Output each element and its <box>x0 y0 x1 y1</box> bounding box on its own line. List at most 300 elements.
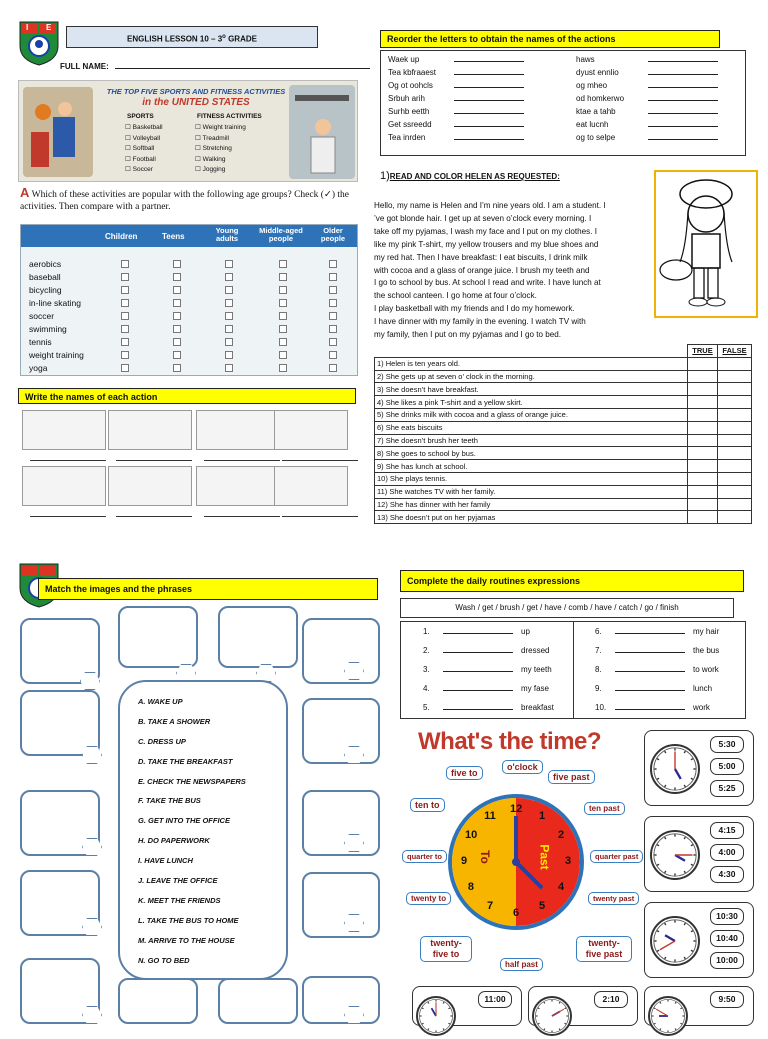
reorder-answer-line[interactable] <box>454 61 524 62</box>
table-row-label: baseball <box>29 272 61 282</box>
scrambled-word: Tea kbfraaest <box>388 68 437 77</box>
time-option[interactable]: 4:15 <box>710 822 744 839</box>
phrase-item: D. TAKE THE BREAKFAST <box>138 756 233 766</box>
age-checkbox[interactable] <box>173 260 181 268</box>
action-answer-line[interactable] <box>116 516 192 517</box>
match-image <box>302 872 380 938</box>
reorder-left-table <box>385 53 527 144</box>
label-twenty-to: twenty to <box>406 892 451 905</box>
statement: 9) She has lunch at school. <box>375 460 688 473</box>
lesson-title: ENGLISH LESSON 10 – 3 <box>127 34 223 44</box>
phrase-item: G. GET INTO THE OFFICE <box>138 816 230 826</box>
age-checkbox[interactable] <box>173 312 181 320</box>
reorder-answer-line[interactable] <box>454 139 524 140</box>
reorder-answer-line[interactable] <box>648 126 718 127</box>
routine-answer-line[interactable] <box>615 709 685 710</box>
true-cell[interactable] <box>688 498 718 511</box>
routine-word: my hair <box>693 627 720 636</box>
age-checkbox[interactable] <box>329 273 337 281</box>
helen-text-line: take off my pyjamas, I wash my face and I put on my clothes. I <box>374 226 597 236</box>
clock-number: 7 <box>486 900 494 913</box>
table-row <box>375 472 752 485</box>
time-option[interactable]: 5:30 <box>710 736 744 753</box>
reorder-answer-line[interactable] <box>454 74 524 75</box>
routine-answer-line[interactable] <box>615 652 685 653</box>
routine-answer-line[interactable] <box>443 690 513 691</box>
time-option[interactable]: 5:00 <box>710 758 744 775</box>
reorder-answer-line[interactable] <box>454 126 524 127</box>
list-item[interactable]: ☐ Softball <box>125 145 155 152</box>
true-cell[interactable] <box>688 511 718 524</box>
whats-the-time-title: What's the time? <box>418 728 602 755</box>
age-checkbox[interactable] <box>279 273 287 281</box>
false-cell[interactable] <box>718 421 752 434</box>
routine-word: dressed <box>521 646 550 655</box>
label-five-to: five to <box>446 766 483 780</box>
helen-text-line: I go to school by bus. At school I read and write. I have lunch at <box>374 278 601 288</box>
fitness-list <box>195 123 246 176</box>
list-item[interactable]: ☐ Walking <box>195 155 226 163</box>
action-answer-line[interactable] <box>116 460 192 461</box>
age-checkbox[interactable] <box>329 338 337 346</box>
scrambled-word: dyust ennlio <box>576 68 619 77</box>
action-image <box>108 410 192 450</box>
age-checkbox[interactable] <box>121 273 129 281</box>
routines-left <box>419 622 558 717</box>
helen-number: 1) <box>380 170 390 182</box>
practice-clock <box>650 916 700 966</box>
activity-text: Which of these activities are popular with the following age groups? Check (✓) the activities. Then compare with a partner. <box>20 190 350 212</box>
routine-number: 8. <box>595 665 602 674</box>
phrase-item: I. HAVE LUNCH <box>138 856 193 866</box>
age-checkbox[interactable] <box>173 286 181 294</box>
age-checkbox[interactable] <box>279 364 287 372</box>
label-half-past: half past <box>500 958 543 971</box>
table-row <box>375 357 752 370</box>
match-image <box>302 618 380 684</box>
helen-text-line: ’ve got blonde hair. I get up at seven o’clock every morning. I <box>374 213 592 223</box>
time-option[interactable]: 5:25 <box>710 780 744 797</box>
action-answer-line[interactable] <box>204 460 280 461</box>
routine-number: 10. <box>595 703 607 712</box>
action-image <box>22 466 106 506</box>
match-image <box>118 978 198 1024</box>
match-title-box <box>38 578 378 600</box>
table-row <box>375 408 752 421</box>
action-answer-line[interactable] <box>30 460 106 461</box>
routine-answer-line[interactable] <box>615 633 685 634</box>
activity-a-instructions <box>20 187 360 213</box>
age-checkbox[interactable] <box>225 312 233 320</box>
word-bank <box>400 598 734 618</box>
false-cell[interactable] <box>718 447 752 460</box>
label-twentyfive-past: twenty-five past <box>576 936 632 962</box>
routines-title-box <box>400 570 744 592</box>
table-row-label: tennis <box>29 337 52 347</box>
age-checkbox[interactable] <box>279 260 287 268</box>
table-row-label: bicycling <box>29 285 62 295</box>
age-checkbox[interactable] <box>225 364 233 372</box>
clock-number: 12 <box>510 803 523 815</box>
statement: 1) Helen is ten years old. <box>375 357 688 370</box>
statement: 10) She plays tennis. <box>375 472 688 485</box>
practice-clock <box>650 830 700 880</box>
table-row <box>375 485 752 498</box>
routine-answer-line[interactable] <box>443 671 513 672</box>
fitness-col-title: FITNESS ACTIVITIES <box>197 113 262 120</box>
reorder-right-table <box>573 53 721 144</box>
age-checkbox[interactable] <box>121 299 129 307</box>
write-names-title: Write the names of each action <box>25 392 158 402</box>
helen-heading <box>380 170 560 182</box>
age-group-table <box>20 224 358 376</box>
age-checkbox[interactable] <box>225 260 233 268</box>
helen-title: READ AND COLOR HELEN AS REQUESTED: <box>389 172 560 181</box>
routines-title: Complete the daily routines expressions <box>407 576 581 586</box>
age-checkbox[interactable] <box>225 286 233 294</box>
reorder-answer-line[interactable] <box>648 87 718 88</box>
time-option[interactable]: 11:00 <box>478 991 512 1008</box>
school-logo <box>18 20 60 66</box>
clock-number: 4 <box>557 881 565 893</box>
false-cell[interactable] <box>718 460 752 473</box>
statement: 12) She has dinner with her family <box>375 498 688 511</box>
routine-word: up <box>521 627 530 636</box>
phrase-item: C. DRESS UP <box>138 736 186 746</box>
time-option[interactable]: 10:00 <box>710 952 744 969</box>
action-answer-line[interactable] <box>282 460 358 461</box>
age-checkbox[interactable] <box>173 364 181 372</box>
list-item[interactable]: ☐ Stretching <box>195 145 232 152</box>
routines-right <box>591 622 723 717</box>
false-cell[interactable] <box>718 485 752 498</box>
routine-number: 2. <box>423 646 430 655</box>
routine-answer-line[interactable] <box>443 709 513 710</box>
true-cell[interactable] <box>688 447 718 460</box>
write-names-title-box <box>18 388 356 404</box>
time-option[interactable]: 10:30 <box>710 908 744 925</box>
header-teens: Teens <box>162 232 185 241</box>
age-checkbox[interactable] <box>121 325 129 333</box>
helen-text-line: Hello, my name is Helen and I’m nine years old. I am a student. I <box>374 201 606 210</box>
routine-word: to work <box>693 665 719 674</box>
age-checkbox[interactable] <box>329 260 337 268</box>
time-option[interactable]: 10:40 <box>710 930 744 947</box>
age-checkbox[interactable] <box>329 364 337 372</box>
true-cell[interactable] <box>688 408 718 421</box>
true-cell[interactable] <box>688 396 718 409</box>
statement: 5) She drinks milk with cocoa and a glass of orange juice. <box>375 408 688 421</box>
action-answer-line[interactable] <box>282 516 358 517</box>
age-checkbox[interactable] <box>279 325 287 333</box>
helen-text-line: my family, then I put on my pyjamas and I go to bed. <box>374 330 561 340</box>
action-answer-line[interactable] <box>204 516 280 517</box>
clock-number: 11 <box>484 809 496 822</box>
statement: 8) She goes to school by bus. <box>375 447 688 460</box>
false-cell[interactable] <box>718 511 752 524</box>
word-bank-text: Wash / get / brush / get / have / comb / have / catch / go / finish <box>455 603 679 612</box>
true-cell[interactable] <box>688 370 718 383</box>
routine-word: breakfast <box>521 703 554 712</box>
table-row <box>375 396 752 409</box>
routine-answer-line[interactable] <box>615 671 685 672</box>
false-cell[interactable] <box>718 408 752 421</box>
scrambled-word: og mheo <box>576 81 608 90</box>
label-twentyfive-to: twenty-five to <box>420 936 472 962</box>
routine-word: lunch <box>693 684 713 693</box>
reorder-answer-line[interactable] <box>454 87 524 88</box>
age-checkbox[interactable] <box>225 273 233 281</box>
header-young-adults: Young adults <box>215 226 239 243</box>
reorder-answer-line[interactable] <box>648 74 718 75</box>
sports-subheading: in the UNITED STATES <box>142 97 250 108</box>
phrase-item: F. TAKE THE BUS <box>138 796 201 806</box>
phrase-item: H. DO PAPERWORK <box>138 836 210 846</box>
reorder-box <box>380 50 746 156</box>
lesson-title-box: ENGLISH LESSON 10 – 3$^o$ GRADE <box>66 26 318 48</box>
action-image <box>274 410 348 450</box>
label-five-past: five past <box>548 770 595 784</box>
age-checkbox[interactable] <box>173 299 181 307</box>
routine-word: my fase <box>521 684 550 693</box>
routine-number: 5. <box>423 703 430 712</box>
table-row <box>375 434 752 447</box>
reorder-answer-line[interactable] <box>454 100 524 101</box>
phrase-item: B. TAKE A SHOWER <box>138 716 211 726</box>
routine-number: 4. <box>423 684 430 693</box>
sports-heading: THE TOP FIVE SPORTS AND FITNESS ACTIVITIES <box>106 87 286 96</box>
full-name-label: FULL NAME: <box>60 62 109 71</box>
age-checkbox[interactable] <box>173 338 181 346</box>
scrambled-word: Tea inrden <box>388 133 426 142</box>
true-header: TRUE <box>688 345 718 358</box>
scrambled-word: Get ssreedd <box>388 120 432 129</box>
scrambled-word: haws <box>576 55 595 64</box>
phrase-item: E. CHECK THE NEWSPAPERS <box>138 776 246 786</box>
basketball-photo <box>23 87 93 177</box>
table-row-label: in-line skating <box>29 298 81 308</box>
table-row <box>375 511 752 524</box>
age-checkbox[interactable] <box>121 338 129 346</box>
action-image <box>196 410 280 450</box>
helen-picture-frame[interactable] <box>654 170 758 318</box>
scrambled-word: od homkerwo <box>576 94 625 103</box>
time-option[interactable]: 2:10 <box>594 991 628 1008</box>
age-checkbox[interactable] <box>225 338 233 346</box>
true-cell[interactable] <box>688 383 718 396</box>
clock-number: 6 <box>512 907 520 919</box>
reorder-answer-line[interactable] <box>648 139 718 140</box>
match-image <box>218 606 298 668</box>
age-checkbox[interactable] <box>279 312 287 320</box>
helen-text-line: like my pink T-shirt, my yellow trousers and my blue shoes and <box>374 239 599 249</box>
age-checkbox[interactable] <box>329 299 337 307</box>
helen-text-line: my red hat. Then I have breakfast: I eat biscuits, I drink milk <box>374 252 588 262</box>
gym-photo <box>289 85 355 179</box>
age-checkbox[interactable] <box>279 351 287 359</box>
statement: 2) She gets up at seven o’ clock in the morning. <box>375 370 688 383</box>
phrase-item: M. ARRIVE TO THE HOUSE <box>138 935 235 945</box>
age-checkbox[interactable] <box>173 351 181 359</box>
scrambled-word: Waek up <box>388 55 420 64</box>
clock-number: 3 <box>564 855 572 867</box>
clock-number: 8 <box>467 881 475 893</box>
false-cell[interactable] <box>718 434 752 447</box>
age-checkbox[interactable] <box>121 364 129 372</box>
scrambled-word: Og ot oohcls <box>388 81 433 90</box>
clock-number: 9 <box>460 855 468 867</box>
logo-letter-e: E <box>46 23 52 32</box>
time-option[interactable]: 4:00 <box>710 844 744 861</box>
false-header: FALSE <box>718 345 752 358</box>
scrambled-word: Surhb eetth <box>388 107 430 116</box>
list-item[interactable]: ☐ Soccer <box>125 166 153 173</box>
routines-box <box>400 621 746 719</box>
table-row <box>375 460 752 473</box>
practice-clock <box>532 996 572 1036</box>
helen-drawing <box>656 172 755 315</box>
logo-letter-i: I <box>26 23 29 32</box>
table-row <box>375 370 752 383</box>
age-checkbox[interactable] <box>225 351 233 359</box>
reorder-answer-line[interactable] <box>648 61 718 62</box>
helen-text-line: I play basketball with my friends and I do my homework. <box>374 304 575 314</box>
list-item[interactable]: ☐ Basketball <box>125 124 163 131</box>
reorder-title-box <box>380 30 720 48</box>
phrase-item: J. LEAVE THE OFFICE <box>138 876 218 886</box>
age-checkbox[interactable] <box>329 312 337 320</box>
header-middle-aged: Middle-aged people <box>259 226 303 243</box>
true-cell[interactable] <box>688 485 718 498</box>
table-row-label: soccer <box>29 311 55 321</box>
action-image <box>274 466 348 506</box>
time-option[interactable]: 9:50 <box>710 991 744 1008</box>
false-cell[interactable] <box>718 498 752 511</box>
helen-text <box>374 200 654 342</box>
scrambled-word: ktae a tahb <box>576 107 616 116</box>
list-item[interactable]: ☐ Weight training <box>195 124 246 131</box>
big-clock <box>446 792 586 932</box>
clock-number: 5 <box>538 900 546 913</box>
false-cell[interactable] <box>718 472 752 485</box>
list-item[interactable]: ☐ Jogging <box>195 166 226 173</box>
match-title: Match the images and the phrases <box>45 584 193 594</box>
statement: 11) She watches TV with her family. <box>375 485 688 498</box>
match-phrases-box <box>118 680 288 980</box>
table-row-label: aerobics <box>29 259 62 269</box>
statement: 6) She eats biscuits <box>375 421 688 434</box>
true-false-table <box>374 344 752 524</box>
statement: 13) She doesn’t put on her pyjamas <box>375 511 688 524</box>
table-row <box>375 447 752 460</box>
activity-letter: A <box>20 185 30 200</box>
age-checkbox[interactable] <box>279 299 287 307</box>
table-row-label: weight training <box>29 350 84 360</box>
routine-number: 3. <box>423 665 430 674</box>
sports-col-title: SPORTS <box>127 113 154 120</box>
routine-number: 1. <box>423 627 430 636</box>
table-row <box>375 498 752 511</box>
true-cell[interactable] <box>688 460 718 473</box>
age-checkbox[interactable] <box>121 286 129 294</box>
routine-answer-line[interactable] <box>443 652 513 653</box>
table-row-label: swimming <box>29 324 67 334</box>
phrase-item: A. WAKE UP <box>138 697 183 706</box>
age-checkbox[interactable] <box>121 351 129 359</box>
helen-text-line: the school canteen. I go home at four o’clock. <box>374 291 537 301</box>
phrase-item: K. MEET THE FRIENDS <box>138 895 221 905</box>
age-checkbox[interactable] <box>121 312 129 320</box>
age-checkbox[interactable] <box>225 325 233 333</box>
statement: 7) She doesn’t brush her teeth <box>375 434 688 447</box>
false-cell[interactable] <box>718 370 752 383</box>
match-image <box>302 698 380 764</box>
age-checkbox[interactable] <box>329 351 337 359</box>
age-checkbox[interactable] <box>329 286 337 294</box>
reorder-title: Reorder the letters to obtain the names of the actions <box>387 34 616 44</box>
time-option[interactable]: 4:30 <box>710 866 744 883</box>
full-name-field[interactable] <box>115 68 370 69</box>
false-cell[interactable] <box>718 357 752 370</box>
header-older: Older people <box>320 226 346 243</box>
past-label: Past <box>537 844 552 870</box>
match-image <box>118 606 198 668</box>
clock-number: 1 <box>538 809 546 822</box>
header-children: Children <box>105 232 138 241</box>
reorder-answer-line[interactable] <box>454 113 524 114</box>
list-item[interactable]: ☐ Volleyball <box>125 134 161 142</box>
action-image <box>196 466 280 506</box>
true-cell[interactable] <box>688 434 718 447</box>
sports-list <box>125 123 163 176</box>
true-cell[interactable] <box>688 421 718 434</box>
true-cell[interactable] <box>688 472 718 485</box>
age-checkbox[interactable] <box>279 286 287 294</box>
match-image <box>302 790 380 856</box>
helen-text-line: with cocoa and a glass of orange juice. I brush my teeth and <box>374 265 590 275</box>
match-image <box>302 976 380 1024</box>
routine-number: 6. <box>595 627 602 636</box>
label-oclock: o'clock <box>502 760 543 774</box>
phrase-item: L. TAKE THE BUS TO HOME <box>138 915 239 925</box>
scrambled-word: eat lucnh <box>576 120 609 129</box>
false-cell[interactable] <box>718 396 752 409</box>
label-quarter-past: quarter past <box>590 850 643 863</box>
list-item[interactable]: ☐ Treadmill <box>195 134 230 142</box>
age-checkbox[interactable] <box>329 325 337 333</box>
age-checkbox[interactable] <box>279 338 287 346</box>
age-checkbox[interactable] <box>121 260 129 268</box>
true-cell[interactable] <box>688 357 718 370</box>
age-checkbox[interactable] <box>225 299 233 307</box>
clock-number: 10 <box>464 829 478 841</box>
age-checkbox[interactable] <box>173 273 181 281</box>
scrambled-word: Srbuh arih <box>388 94 425 103</box>
reorder-answer-line[interactable] <box>648 100 718 101</box>
list-item[interactable]: ☐ Football <box>125 155 156 163</box>
routine-word: my teeth <box>521 665 552 674</box>
reorder-answer-line[interactable] <box>648 113 718 114</box>
false-cell[interactable] <box>718 383 752 396</box>
age-checkbox[interactable] <box>173 325 181 333</box>
action-image <box>108 466 192 506</box>
sports-banner <box>18 80 358 182</box>
to-label: To <box>477 850 492 864</box>
table-row <box>375 421 752 434</box>
action-answer-line[interactable] <box>30 516 106 517</box>
routine-answer-line[interactable] <box>615 690 685 691</box>
routine-answer-line[interactable] <box>443 633 513 634</box>
